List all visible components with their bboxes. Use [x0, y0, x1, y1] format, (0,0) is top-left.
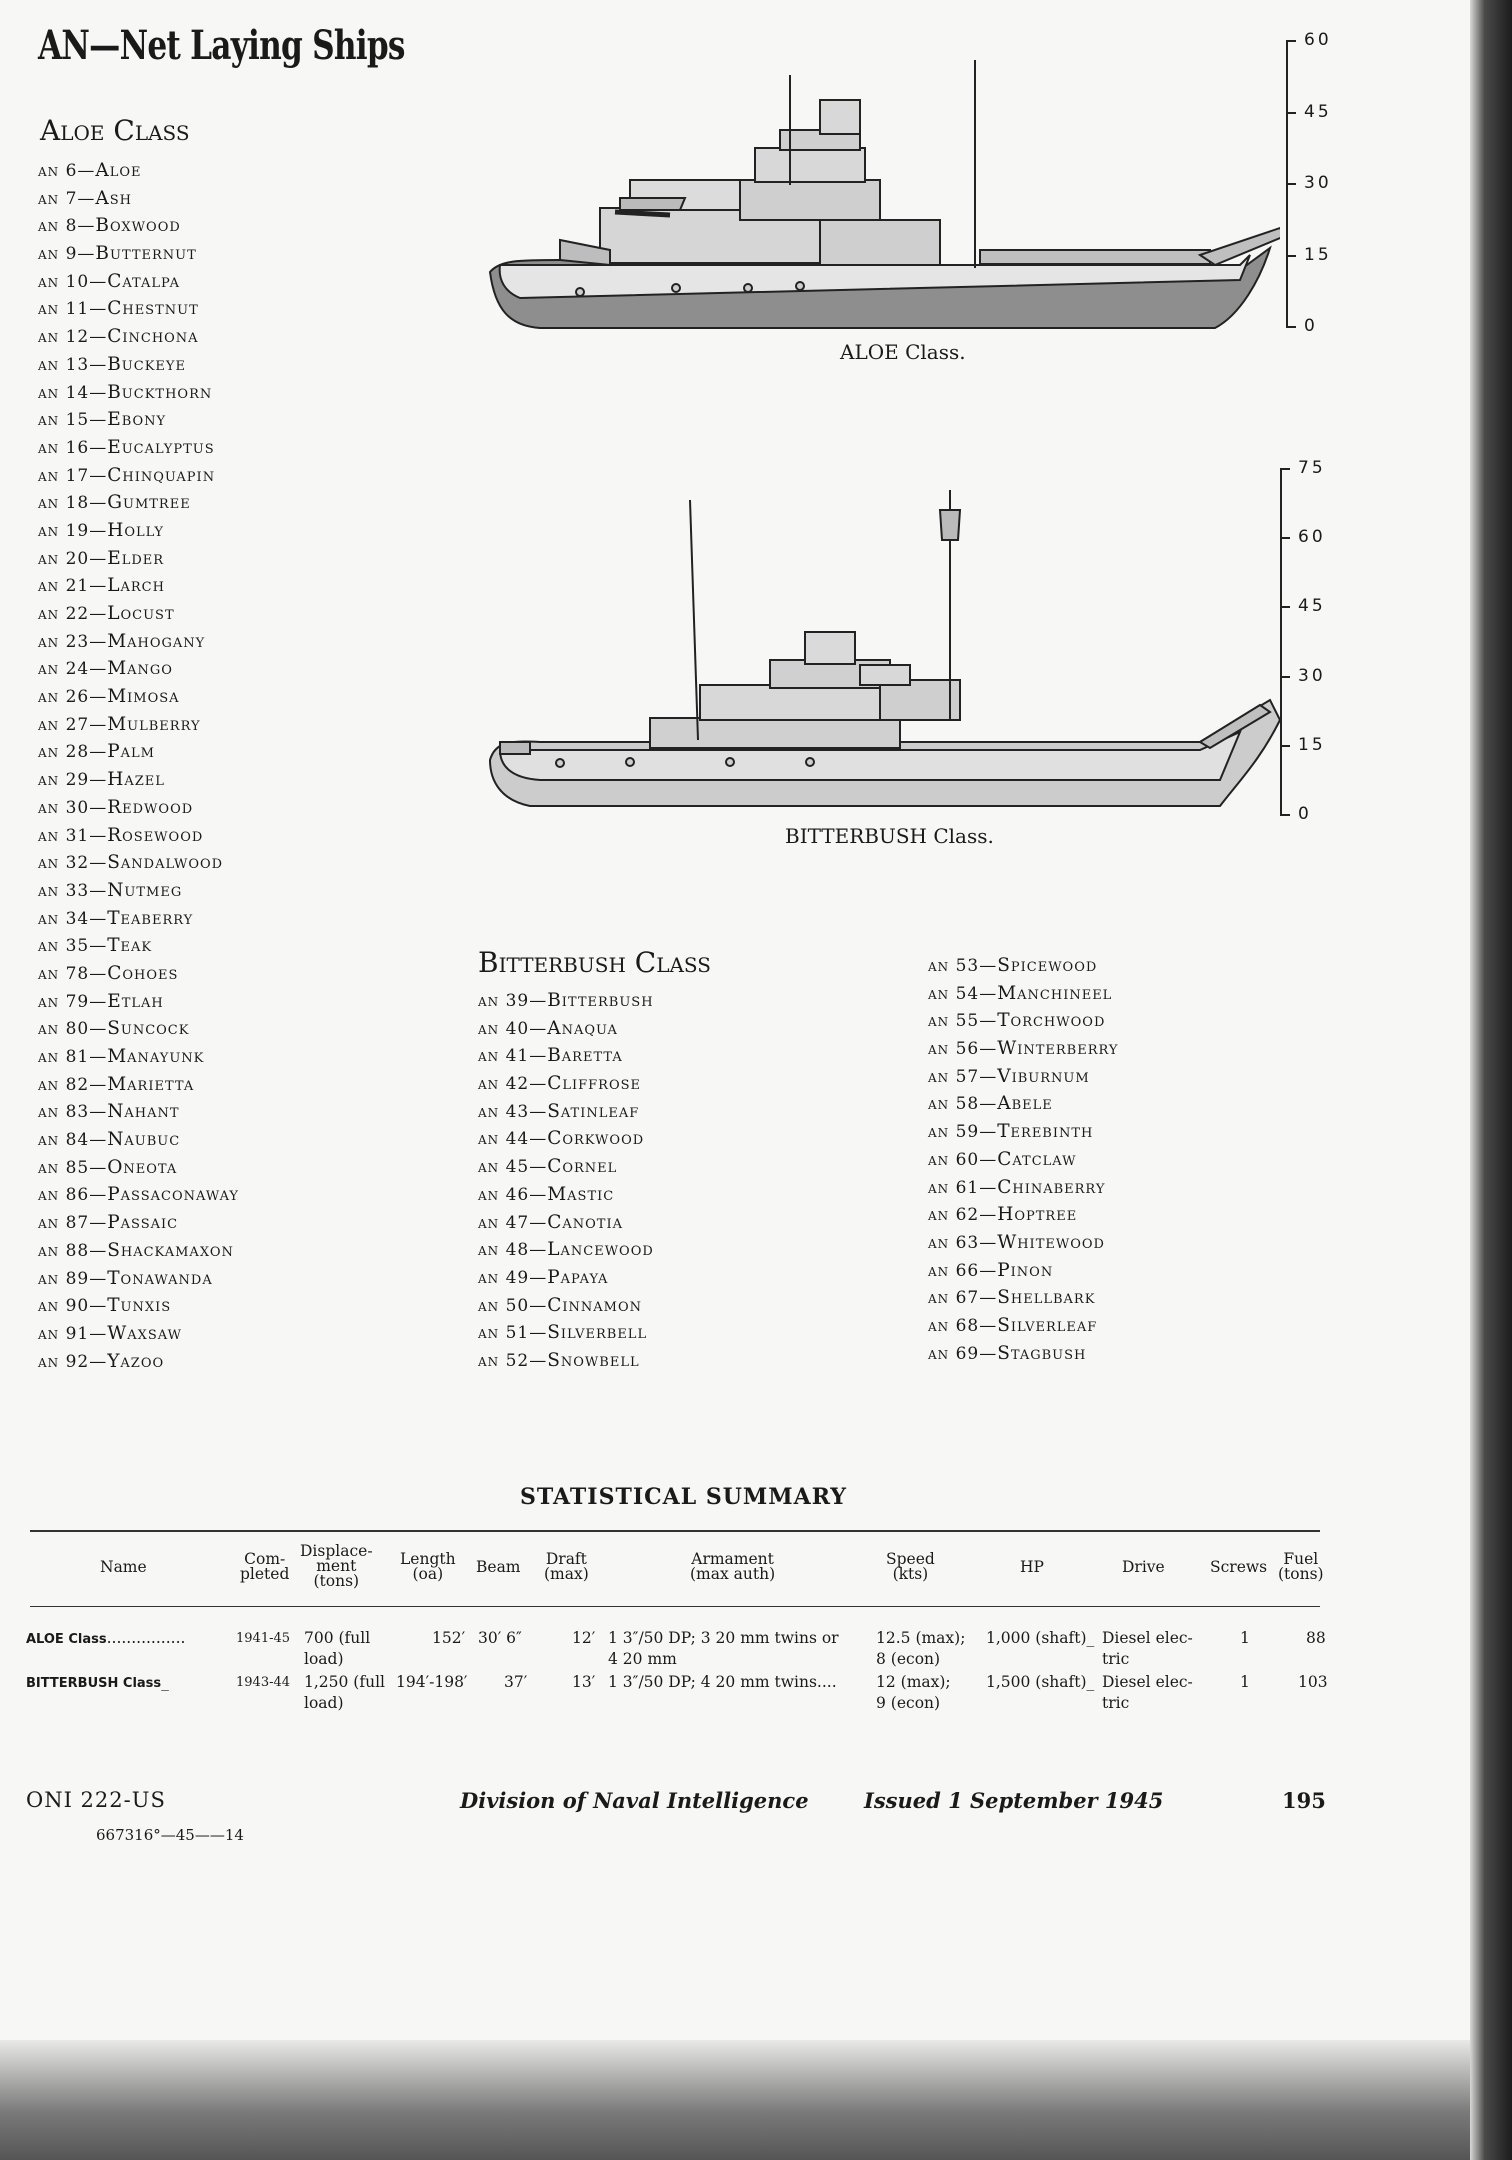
list-item: [478, 1264, 654, 1292]
ship-name: Redwood: [107, 796, 194, 818]
hull-number: an 78—: [38, 963, 108, 984]
scale-label: 75: [1298, 458, 1326, 478]
row-displacement: 1,250 (full load): [304, 1673, 385, 1712]
list-item: [478, 1209, 654, 1237]
hull-number: an 90—: [38, 1296, 108, 1317]
hull-number: an 91—: [38, 1323, 108, 1344]
ship-name: Suncock: [107, 1018, 190, 1040]
scale-tick: [1280, 676, 1290, 678]
hull-number: an 18—: [38, 493, 108, 514]
ship-name: Satinleaf: [547, 1100, 640, 1122]
ship-name: Corkwood: [547, 1128, 645, 1150]
row-length: 194′-198′: [396, 1673, 468, 1691]
list-item: [478, 1319, 654, 1347]
scale-label: 15: [1298, 734, 1326, 755]
ship-name: Manchineel: [997, 982, 1113, 1004]
header-draft: Draft (max): [544, 1550, 589, 1583]
ship-name: Palm: [107, 741, 155, 763]
hull-number: an 82—: [38, 1074, 108, 1095]
list-item: [38, 766, 239, 794]
ship-name: Gumtree: [107, 492, 191, 514]
ship-name: Passaic: [107, 1212, 179, 1234]
bitterbush-caption: BITTERBUSH Class.: [785, 824, 994, 848]
footer-division: Division of Naval Intelligence: [460, 1788, 809, 1813]
scale-label: 60: [1298, 527, 1326, 548]
list-item: [38, 960, 239, 988]
hull-number: an 7—: [38, 188, 96, 209]
row-drive: Diesel elec- tric: [1102, 1673, 1193, 1712]
ship-name: Teak: [107, 935, 153, 957]
ship-name: Naubuc: [107, 1129, 181, 1151]
ship-name: Silverleaf: [997, 1314, 1098, 1336]
ship-name: Chinquapin: [107, 464, 216, 486]
scale-label: 60: [1304, 30, 1332, 50]
bitterbush-class-heading: Bitterbush Class: [478, 946, 711, 979]
list-item: [38, 794, 239, 822]
row-displacement: 700 (full load): [304, 1629, 371, 1668]
ship-name: Pinon: [997, 1259, 1054, 1281]
list-item: [38, 379, 239, 407]
scale-label: 30: [1298, 665, 1326, 686]
list-item: [478, 987, 654, 1015]
list-item: [38, 240, 239, 268]
list-item: [38, 1237, 239, 1265]
scale-tick: [1280, 606, 1290, 608]
hull-number: an 92—: [38, 1351, 108, 1372]
list-item: [38, 1043, 239, 1071]
hull-number: an 41—: [478, 1046, 548, 1067]
list-item: [38, 1015, 239, 1043]
hull-number: an 69—: [928, 1343, 998, 1364]
hull-number: an 67—: [928, 1288, 998, 1309]
hull-number: an 32—: [38, 853, 108, 874]
hull-number: an 33—: [38, 880, 108, 901]
hull-number: an 84—: [38, 1130, 108, 1151]
ship-name: Stagbush: [997, 1342, 1087, 1364]
list-item: [38, 185, 239, 213]
list-item: [38, 462, 239, 490]
hull-number: an 34—: [38, 908, 108, 929]
list-item: [928, 952, 1118, 980]
list-item: [38, 655, 239, 683]
hull-number: an 40—: [478, 1018, 548, 1039]
ship-name: Spicewood: [997, 955, 1098, 976]
hull-number: an 27—: [38, 714, 108, 735]
ship-name: Oneota: [107, 1156, 178, 1178]
ship-name: Etlah: [107, 990, 164, 1012]
ship-name: Canotia: [547, 1211, 623, 1233]
hull-number: an 45—: [478, 1157, 548, 1178]
table-header-rule: [30, 1606, 1320, 1607]
hull-number: an 85—: [38, 1157, 108, 1178]
list-item: [38, 268, 239, 296]
list-item: [38, 212, 239, 240]
hull-number: an 44—: [478, 1129, 548, 1150]
row-length: 152′: [432, 1629, 466, 1647]
hull-number: an 28—: [38, 742, 108, 763]
hull-number: an 66—: [928, 1260, 998, 1281]
list-item: [38, 572, 239, 600]
ship-name: Yazoo: [107, 1350, 165, 1372]
list-item: [38, 628, 239, 656]
ship-name: Winterberry: [997, 1038, 1119, 1060]
bitterbush-ship-list-1: [478, 987, 654, 1375]
scale-label: 45: [1304, 101, 1332, 122]
ship-name: Passaconaway: [107, 1184, 240, 1206]
scale-tick: [1286, 255, 1296, 257]
ship-name: Catclaw: [997, 1148, 1077, 1170]
hull-number: an 50—: [478, 1295, 548, 1316]
scale-tick: [1280, 537, 1290, 539]
hull-number: an 58—: [928, 1094, 998, 1115]
ship-name: Butternut: [95, 243, 197, 265]
list-item: [38, 406, 239, 434]
hull-number: an 60—: [928, 1149, 998, 1170]
header-hp: HP: [1020, 1558, 1044, 1576]
ship-name: Ash: [95, 187, 132, 209]
row-speed: 12 (max); 9 (econ): [876, 1673, 951, 1712]
ship-name: Cinnamon: [547, 1294, 642, 1316]
hull-number: an 80—: [38, 1019, 108, 1040]
scale-label: 30: [1304, 173, 1332, 193]
row-name: BITTERBUSH Class_: [26, 1673, 169, 1691]
hull-number: an 53—: [928, 956, 998, 976]
list-item: [38, 1071, 239, 1099]
ship-name: Papaya: [547, 1266, 609, 1288]
hull-number: an 59—: [928, 1122, 998, 1143]
header-displacement: Displace- ment (tons): [300, 1542, 373, 1590]
list-item: [38, 295, 239, 323]
header-name: Name: [100, 1558, 147, 1576]
ship-name: Nutmeg: [107, 879, 183, 901]
list-item: [928, 1063, 1118, 1091]
row-draft: 12′: [572, 1629, 596, 1647]
list-item: [38, 1348, 239, 1376]
ship-name: Cornel: [547, 1156, 618, 1178]
list-item: [38, 683, 239, 711]
list-item: [928, 1201, 1118, 1229]
hull-number: an 83—: [38, 1102, 108, 1123]
list-item: [38, 988, 239, 1016]
row-completed: 1943-44: [236, 1675, 291, 1690]
hull-number: an 61—: [928, 1177, 998, 1198]
hull-number: an 49—: [478, 1267, 548, 1288]
scale-tick: [1280, 468, 1290, 470]
hull-number: an 22—: [38, 604, 108, 624]
scale-label: 15: [1304, 244, 1332, 265]
list-item: [928, 1146, 1118, 1174]
ship-name: Teaberry: [107, 907, 194, 929]
list-item: [478, 1236, 654, 1264]
ship-name: Sandalwood: [107, 852, 224, 874]
scale-tick: [1286, 112, 1296, 114]
row-drive: Diesel elec- tric: [1102, 1629, 1193, 1668]
header-screws: Screws: [1210, 1558, 1268, 1576]
list-item: [38, 545, 239, 573]
hull-number: an 11—: [38, 299, 108, 320]
aloe-ship-profile: [480, 60, 1280, 340]
page-title: AN—Net Laying Ships: [38, 22, 405, 69]
ship-name: Whitewood: [997, 1231, 1105, 1253]
hull-number: an 31—: [38, 825, 108, 846]
hull-number: an 48—: [478, 1240, 548, 1261]
ship-name: Tunxis: [107, 1295, 172, 1317]
ship-name: Chinaberry: [997, 1176, 1106, 1198]
list-item: [38, 738, 239, 766]
hull-number: an 51—: [478, 1323, 548, 1344]
ship-name: Terebinth: [997, 1121, 1094, 1143]
ship-name: Mahogany: [107, 630, 206, 652]
list-item: [38, 1265, 239, 1293]
hull-number: an 89—: [38, 1268, 108, 1289]
footer-issue-date: Issued 1 September 1945: [864, 1788, 1164, 1813]
ship-name: Viburnum: [997, 1065, 1090, 1087]
ship-name: Buckeye: [107, 353, 186, 375]
ship-name: Nahant: [107, 1101, 180, 1123]
hull-number: an 26—: [38, 687, 108, 708]
list-item: [38, 1126, 239, 1154]
ship-name: Marietta: [107, 1073, 195, 1095]
ship-name: Locust: [107, 603, 175, 624]
row-hp: 1,000 (shaft)_: [986, 1629, 1095, 1647]
list-item: [928, 1118, 1118, 1146]
list-item: [38, 434, 239, 462]
ship-name: Mulberry: [107, 713, 201, 735]
hull-number: an 20—: [38, 548, 108, 569]
row-fuel: 103: [1298, 1673, 1328, 1691]
hull-number: an 19—: [38, 520, 108, 541]
row-screws: 1: [1240, 1629, 1250, 1647]
hull-number: an 86—: [38, 1185, 108, 1206]
row-beam: 37′: [504, 1673, 528, 1691]
ship-name: Shackamaxon: [107, 1239, 234, 1261]
list-item: [478, 1292, 654, 1320]
list-item: [38, 517, 239, 545]
bitterbush-ship-list-2: [928, 952, 1118, 1367]
ship-name: Mimosa: [107, 686, 180, 708]
hull-number: an 57—: [928, 1066, 998, 1087]
list-item: [38, 932, 239, 960]
hull-number: an 10—: [38, 271, 108, 292]
list-item: [38, 489, 239, 517]
hull-number: an 47—: [478, 1212, 548, 1233]
hull-number: an 15—: [38, 410, 108, 431]
list-item: [38, 1181, 239, 1209]
ship-name: Eucalyptus: [107, 436, 215, 458]
header-speed: Speed (kts): [886, 1550, 935, 1583]
row-armament: 1 3″/50 DP; 3 20 mm twins or 4 20 mm: [608, 1629, 839, 1668]
row-beam: 30′ 6″: [478, 1629, 522, 1647]
list-item: [928, 1340, 1118, 1368]
ship-name: Cinchona: [107, 326, 199, 348]
ship-name: Snowbell: [547, 1349, 640, 1371]
list-item: [928, 1174, 1118, 1202]
row-armament: 1 3″/50 DP; 4 20 mm twins....: [608, 1673, 837, 1691]
list-item: [928, 1090, 1118, 1118]
ship-name: Tonawanda: [107, 1267, 213, 1289]
hull-number: an 87—: [38, 1213, 108, 1234]
list-item: [478, 1125, 654, 1153]
header-length: Length (oa): [400, 1550, 456, 1583]
list-item: [928, 1257, 1118, 1285]
hull-number: an 17—: [38, 465, 108, 486]
scale-tick: [1280, 814, 1290, 816]
hull-number: an 9—: [38, 244, 96, 265]
hull-number: an 30—: [38, 797, 108, 818]
hull-number: an 35—: [38, 936, 108, 957]
ship-name: Anaqua: [547, 1017, 618, 1039]
ship-name: Larch: [107, 575, 165, 597]
ship-name: Aloe: [95, 160, 142, 181]
row-fuel: 88: [1306, 1629, 1326, 1647]
ship-name: Mango: [107, 658, 173, 680]
footer-print-code: 667316°—45——14: [96, 1826, 244, 1844]
header-drive: Drive: [1122, 1558, 1165, 1576]
scale-tick: [1286, 40, 1296, 42]
hull-number: an 68—: [928, 1315, 998, 1336]
ship-name: Baretta: [547, 1045, 623, 1067]
footer-document-number: ONI 222-US: [26, 1788, 166, 1812]
ship-name: Mastic: [547, 1183, 615, 1205]
ship-name: Torchwood: [997, 1010, 1106, 1032]
list-item: [478, 1042, 654, 1070]
hull-number: an 23—: [38, 631, 108, 652]
hull-number: an 14—: [38, 382, 108, 403]
hull-number: an 6—: [38, 161, 96, 181]
hull-number: an 29—: [38, 770, 108, 791]
ship-name: Ebony: [107, 409, 167, 431]
list-item: [928, 980, 1118, 1008]
ship-name: Boxwood: [95, 215, 181, 237]
hull-number: an 46—: [478, 1184, 548, 1205]
hull-number: an 55—: [928, 1011, 998, 1032]
list-item: [928, 1284, 1118, 1312]
list-item: [38, 1098, 239, 1126]
page-number: 195: [1282, 1788, 1326, 1813]
hull-number: an 8—: [38, 216, 96, 237]
list-item: [478, 1181, 654, 1209]
header-beam: Beam: [476, 1558, 521, 1576]
hull-number: an 88—: [38, 1240, 108, 1261]
list-item: [478, 1070, 654, 1098]
ship-name: Rosewood: [107, 824, 204, 846]
hull-number: an 12—: [38, 327, 108, 348]
ship-name: Buckthorn: [107, 381, 213, 403]
hull-number: an 16—: [38, 437, 108, 458]
ship-name: Bitterbush: [547, 990, 654, 1011]
list-item: [38, 1154, 239, 1182]
list-item: [928, 1007, 1118, 1035]
list-item: [478, 1153, 654, 1181]
list-item: [38, 711, 239, 739]
hull-number: an 62—: [928, 1205, 998, 1226]
hull-number: an 13—: [38, 354, 108, 375]
list-item: [928, 1229, 1118, 1257]
list-item: [38, 157, 239, 185]
ship-name: Hazel: [107, 769, 165, 791]
statistical-summary-title: STATISTICAL SUMMARY: [520, 1484, 847, 1510]
ship-name: Abele: [997, 1093, 1053, 1115]
scale-tick: [1286, 183, 1296, 185]
list-item: [38, 822, 239, 850]
row-completed: 1941-45: [236, 1631, 291, 1646]
hull-number: an 52—: [478, 1350, 548, 1371]
list-item: [38, 1209, 239, 1237]
aloe-ship-list: [38, 157, 239, 1375]
list-item: [38, 600, 239, 628]
ship-name: Silverbell: [547, 1322, 648, 1344]
table-top-rule: [30, 1530, 1320, 1532]
list-item: [38, 1292, 239, 1320]
ship-name: Manayunk: [107, 1046, 205, 1067]
ship-name: Chestnut: [107, 298, 199, 320]
list-item: [38, 351, 239, 379]
hull-number: an 43—: [478, 1101, 548, 1122]
aloe-class-heading: Aloe Class: [40, 114, 190, 147]
ship-name: Cliffrose: [547, 1073, 642, 1095]
list-item: [38, 877, 239, 905]
hull-number: an 63—: [928, 1232, 998, 1253]
book-spine-shadow: [1470, 0, 1512, 2160]
ship-name: Lancewood: [547, 1239, 654, 1261]
list-item: [38, 323, 239, 351]
list-item: [478, 1347, 654, 1375]
ship-name: Shellbark: [997, 1287, 1096, 1309]
header-completed: Com- pleted: [240, 1550, 290, 1583]
row-hp: 1,500 (shaft)_: [986, 1673, 1095, 1691]
row-name: ALOE Class................: [26, 1629, 186, 1647]
scale-label: 0: [1304, 316, 1318, 336]
ship-name: Elder: [107, 547, 165, 569]
aloe-caption: ALOE Class.: [840, 340, 966, 364]
ship-name: Catalpa: [107, 270, 180, 292]
scale-label: 0: [1298, 804, 1312, 824]
ship-name: Cohoes: [107, 962, 179, 984]
ship-name: Holly: [107, 519, 165, 541]
scale-tick: [1286, 326, 1296, 328]
list-item: [478, 1015, 654, 1043]
ship-name: Hoptree: [997, 1204, 1078, 1226]
scale-label: 45: [1298, 596, 1326, 617]
hull-number: an 24—: [38, 659, 108, 680]
row-screws: 1: [1240, 1673, 1250, 1691]
scale-tick: [1280, 745, 1290, 747]
row-speed: 12.5 (max); 8 (econ): [876, 1629, 966, 1668]
hull-number: an 39—: [478, 991, 548, 1011]
list-item: [928, 1035, 1118, 1063]
ship-name: Waxsaw: [107, 1322, 182, 1344]
row-draft: 13′: [572, 1673, 596, 1691]
hull-number: an 81—: [38, 1047, 108, 1067]
list-item: [928, 1312, 1118, 1340]
list-item: [38, 849, 239, 877]
hull-number: an 54—: [928, 983, 998, 1004]
bitterbush-ship-profile: [480, 480, 1280, 820]
header-fuel: Fuel (tons): [1278, 1550, 1324, 1583]
hull-number: an 79—: [38, 991, 108, 1012]
hull-number: an 42—: [478, 1074, 548, 1095]
hull-number: an 56—: [928, 1039, 998, 1060]
header-armament: Armament (max auth): [690, 1550, 776, 1583]
page-bottom-shadow: [0, 2040, 1512, 2160]
list-item: [38, 905, 239, 933]
list-item: [38, 1320, 239, 1348]
list-item: [478, 1098, 654, 1126]
hull-number: an 21—: [38, 576, 108, 597]
